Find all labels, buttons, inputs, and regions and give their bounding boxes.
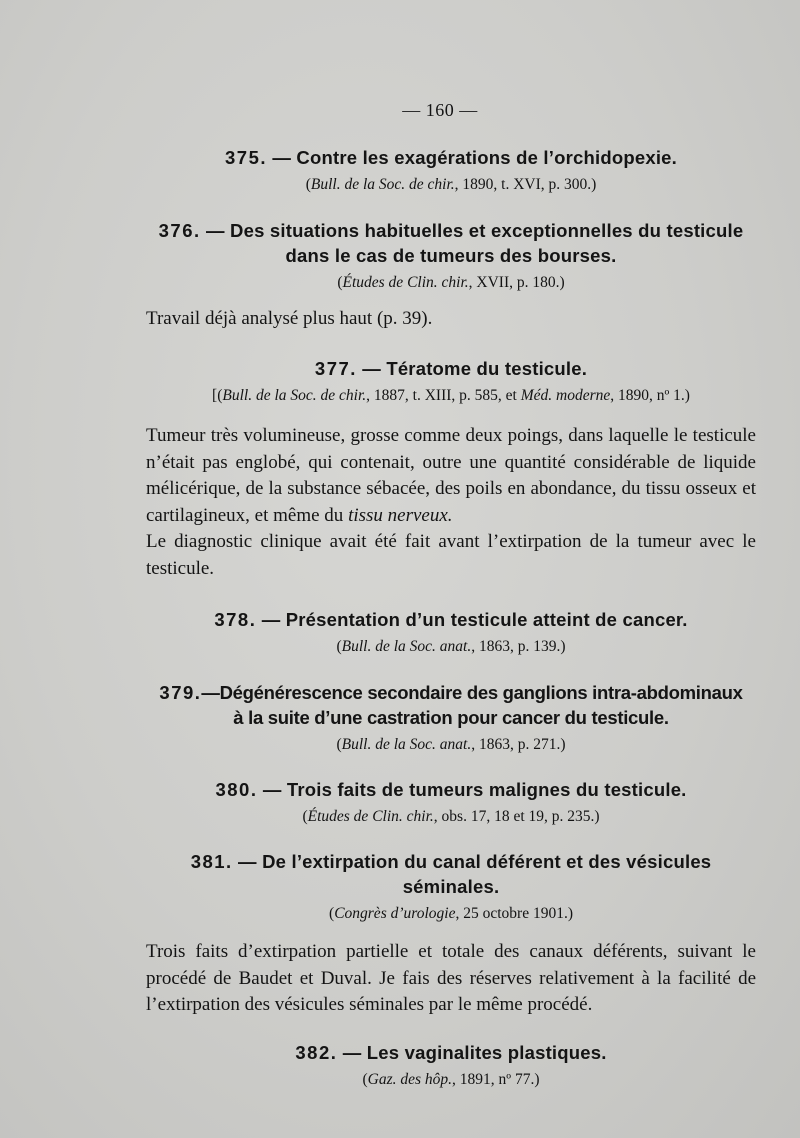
entry-title-text-line2: séminales. [402, 876, 500, 897]
entry-title-text: — Tératome du testicule. [362, 358, 588, 379]
citation-source: Gaz. des hôp. [367, 1071, 453, 1088]
entry-375 [146, 145, 756, 196]
entry-title-text: — De l’extirpation du canal déférent et des vésicules [238, 851, 712, 872]
entry-paragraph [146, 939, 756, 1019]
entry-title-text: —Dégénérescence secondaire des ganglions intra-abdominaux [201, 682, 743, 703]
citation-source: Bull. de la Soc. de chir. [310, 176, 455, 193]
citation-details: , 25 octobre 1901.) [455, 905, 573, 922]
entry-title-text: — Des situations habituelles et exceptionnelles du testicule [206, 220, 744, 241]
citation-source: Bull. de la Soc. anat. [341, 638, 472, 655]
citation-source: Études de Clin. chir. [307, 808, 434, 825]
entry-title-text: — Contre les exagérations de l’orchidopexie. [272, 147, 677, 168]
entry-paragraph [146, 306, 756, 333]
citation [146, 636, 756, 658]
citation-details: , obs. 17, 18 et 19, p. 235.) [433, 808, 600, 825]
entry-paragraph [146, 423, 756, 582]
citation-details: , 1887, t. XIII, p. 585, et [366, 387, 521, 404]
entry-title-text: — Trois faits de tumeurs malignes du testicule. [262, 779, 687, 800]
entry-number: 382. [295, 1042, 338, 1063]
citation-source: Études de Clin. chir. [342, 274, 469, 291]
citation-open: ( [336, 736, 342, 753]
entry-title [146, 218, 756, 268]
entry-number: 378. [214, 609, 257, 630]
citation-source: Bull. de la Soc. de chir. [222, 387, 367, 404]
entry-number: 376. [158, 220, 201, 241]
citation-open: ( [337, 274, 343, 291]
citation-details-2: , 1890, nº 1.) [610, 387, 690, 404]
citation-open: ( [336, 638, 342, 655]
entry-377 [146, 356, 756, 582]
paragraph-text [146, 423, 756, 529]
citation-open: ( [305, 176, 311, 193]
paragraph-text-2: Le diagnostic clinique avait été fait avant l’extirpation de la tumeur avec le testicule. [146, 531, 756, 579]
entry-number: 379. [159, 682, 202, 703]
citation-open: ( [329, 905, 335, 922]
citation-source-2: Méd. moderne [520, 387, 611, 404]
entry-378 [146, 607, 756, 658]
entry-379 [146, 680, 756, 756]
page-number: — 160 — [402, 100, 478, 120]
entry-381 [146, 849, 756, 1019]
entry-376 [146, 218, 756, 333]
entry-title-text-line2: dans le cas de tumeurs des bourses. [285, 245, 617, 266]
citation-source: Congrès d’urologie [334, 905, 456, 922]
citation-details: , 1891, nº 77.) [452, 1071, 540, 1088]
paragraph-text: Trois faits d’extirpation partielle et totale des canaux déférents, suivant le procédé de Baudet et Duval. Je fais des réserves relativement à la facilité de l’extirpation des vésicules séminales par le même procédé. [146, 941, 756, 1015]
citation-open: [( [212, 387, 223, 404]
entry-title [146, 680, 756, 730]
citation-details: , 1863, p. 271.) [471, 736, 566, 753]
entry-number: 380. [215, 779, 258, 800]
citation [146, 734, 756, 756]
citation-source: Bull. de la Soc. anat. [341, 736, 472, 753]
entry-title-text-line2: à la suite d’une castration pour cancer du testicule. [233, 707, 669, 728]
citation [146, 174, 756, 196]
citation-open: ( [302, 808, 308, 825]
entry-title [146, 1040, 756, 1065]
entry-title [146, 849, 756, 899]
citation-details: , XVII, p. 180.) [468, 274, 565, 291]
paragraph-text: Travail déjà analysé plus haut (p. 39). [146, 308, 433, 329]
entry-title [146, 777, 756, 802]
entry-number: 375. [225, 147, 268, 168]
entry-number: 381. [190, 851, 233, 872]
entry-380 [146, 777, 756, 828]
citation-details: , 1863, p. 139.) [471, 638, 566, 655]
entry-title [146, 607, 756, 632]
citation-open: ( [362, 1071, 368, 1088]
citation [146, 385, 756, 407]
citation [146, 806, 756, 828]
citation-details: , 1890, t. XVI, p. 300.) [454, 176, 597, 193]
citation [146, 903, 756, 925]
entry-title [146, 145, 756, 170]
paragraph-text-main: Tumeur très volumineuse, grosse comme deux poings, dans laquelle le testicule n’était pas englobé, qui contenait, outre une quantité considérable de liquide mélicérique, de la substance sébacée, des poils en abondance, du tissu osseux et cartilagineux, et même du [146, 425, 756, 526]
entry-title-text: — Les vaginalites plastiques. [342, 1042, 607, 1063]
entry-title [146, 356, 756, 381]
paragraph-italic: tissu nerveux. [348, 504, 453, 526]
citation [146, 1069, 756, 1091]
entry-number: 377. [314, 358, 357, 379]
entry-382 [146, 1040, 756, 1091]
citation [146, 272, 756, 294]
entry-title-text: — Présentation d’un testicule atteint de cancer. [261, 609, 688, 630]
